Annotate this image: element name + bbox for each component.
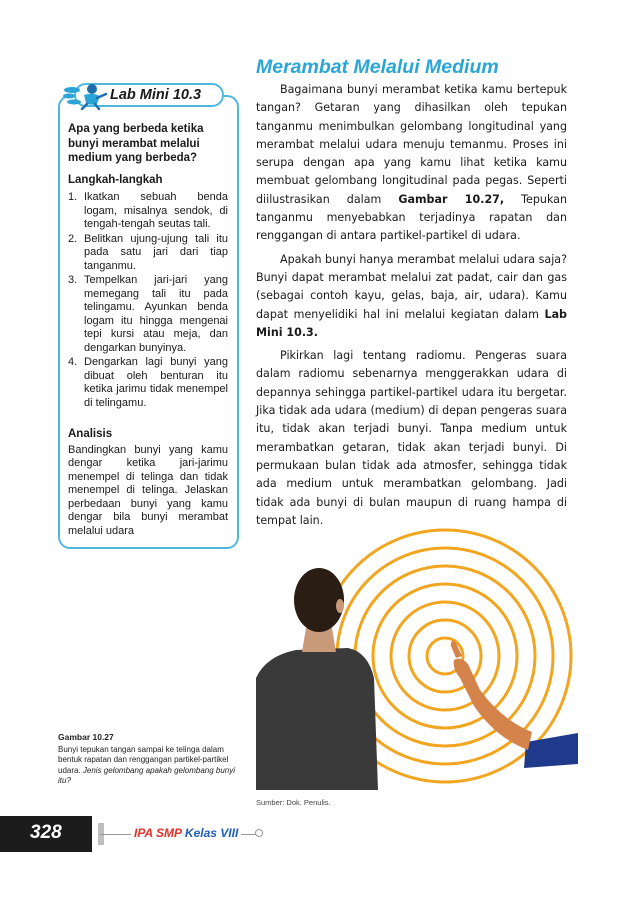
body-text (256, 81, 567, 535)
paragraph-1 (256, 81, 567, 246)
paragraph-1-a: Bagaimana bunyi merambat ketika kamu bertepuk tangan? Getaran yang dihasilkan oleh tepukan tanganmu menimbulkan gelombang longitudinal yang merambat melalui udara menuju temanmu. Proses ini serupa dengan apa yang kamu lihat ketika kamu membuat gelombang longitudinal pada pegas. Seperti diilustrasikan dalam (256, 83, 567, 206)
footer-book-label (131, 826, 241, 840)
footer-circle-icon (255, 829, 263, 837)
step-text: Tempelkan jari-jari yang memegang tali itu pada telingamu. Ayunkan benda logam itu hingga mengenai tepi kursi atau meja, dan dengarkan bunyinya. (84, 274, 228, 354)
lab-reference: Lab Mini 10.3. (256, 307, 567, 339)
paragraph-2 (256, 251, 567, 342)
step-item (68, 191, 228, 232)
steps-heading: Langkah-langkah (68, 173, 163, 186)
lab-mini-content (68, 122, 228, 538)
step-number: 3. (68, 274, 78, 286)
figure-source: Sumber: Dok. Penulis. (256, 798, 331, 807)
section-heading: Merambat Melalui Medium (256, 56, 499, 78)
clap-wave-illustration (256, 528, 578, 790)
page-number: 328 (30, 822, 62, 843)
analysis-text: Bandingkan bunyi yang kamu dengar ketika jari-jarimu menempel di telinga dan tidak menempel di telinga. Jelaskan perbedaan bunyi yang kamu dengar bila bunyi merambat melalui udara (68, 443, 228, 537)
paragraph-2-a: Apakah bunyi hanya merambat melalui udara saja? Bunyi dapat merambat melalui zat padat, cair dan gas (sebagai contoh kayu, gelas, baja, air, udara). Kamu dapat menyelidiki hal ini melalui kegiatan dalam (256, 252, 567, 321)
paragraph-1-b: Tepukan tanganmu menyebabkan terjadinya rapatan dan renggangan di antara partikel-partikel di udara. (256, 192, 568, 243)
figure-caption (58, 732, 236, 787)
step-text: Dengarkan lagi bunyi yang dibuat oleh benturan itu ketika jarimu tidak menempel di telingamu. (84, 356, 228, 409)
caption-question: Jenis gelombang apakah gelombang bunyi itu? (58, 765, 236, 785)
steps-list (68, 191, 228, 410)
footer-ipa: IPA (134, 826, 153, 840)
step-item (68, 233, 228, 274)
caption-title: Gambar 10.27 (58, 732, 114, 742)
lab-mini-title: Lab Mini 10.3 (110, 87, 202, 103)
step-number: 4. (68, 356, 78, 368)
paragraph-3: Pikirkan lagi tentang radiomu. Pengeras suara dalam radiomu sebenarnya menggerakkan udara di depannya sehingga partikel-partikel udara itu bergetar. Jika tidak ada udara (medium) di depan pengeras suara itu, tidak akan terjadi bunyi. Tanpa medium untuk merambatkan getaran, tidak akan terjadi bunyi. Di permukaan bulan tidak ada atmosfer, sehingga tidak ada medium untuk merambatkan gelombang. Jadi tidak ada bunyi di bulan maupun di ruang hampa di tempat lain. (256, 349, 567, 527)
step-text: Belitkan ujung-ujung tali itu pada satu jari dari tiap tanganmu. (84, 232, 228, 272)
step-number: 2. (68, 232, 78, 245)
step-item (68, 356, 228, 410)
lab-question: Apa yang berbeda ketika bunyi merambat melalui medium yang berbeda? (68, 123, 204, 164)
lab-mini-tab (58, 80, 239, 110)
figure-reference: Gambar 10.27, (398, 192, 505, 206)
caption-text: Bunyi tepukan tangan sampai ke telinga dalam bentuk rapatan dan renggangan partikel-partikel udara. (58, 744, 229, 775)
step-number: 1. (68, 191, 78, 203)
footer-smp: SMP (156, 826, 182, 840)
step-text: Ikatkan sebuah benda logam, misalnya sendok, di tengah-tengah seutas tali. (84, 191, 228, 230)
listener-figure (256, 568, 378, 790)
lab-figure-icon (60, 80, 110, 110)
analysis-heading: Analisis (68, 428, 113, 440)
footer-kelas: Kelas VIII (184, 826, 239, 840)
step-item (68, 274, 228, 355)
